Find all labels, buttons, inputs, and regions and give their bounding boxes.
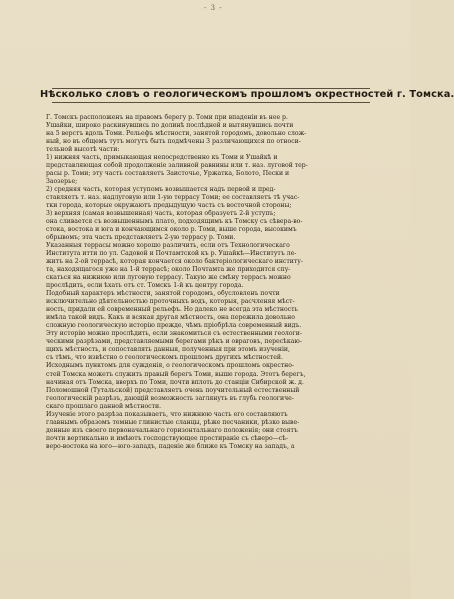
text-line: Исходнымъ пунктомъ для сужденiя, о геологическомъ прошломъ окрестно- bbox=[46, 362, 295, 370]
text-line: съ тѣмъ, что извѣстно о геологическомъ прошломъ другихъ мѣстностей. bbox=[46, 354, 283, 362]
text-line: стока, востока и юга и кончающимся около р. Томи, выше города, высокимъ bbox=[46, 226, 297, 234]
text-line: ный, но въ общемъ тутъ могутъ быть подмѣчены 3 различающихся по относи- bbox=[46, 138, 301, 146]
text-line: обрывомъ; эта часть представляетъ 2-ую террасу р. Томи. bbox=[46, 234, 236, 242]
text-line: житъ на 2-ой террасѣ, которая кончается около бактерiологическаго институ- bbox=[46, 258, 303, 266]
text-line: скаго прошлаго данной мѣстности. bbox=[46, 402, 162, 410]
text-line: почти вертикально и имѣютъ господствующее простиранiе съ сѣверо—сѣ- bbox=[46, 434, 289, 442]
text-line: щихъ мѣстность, и сопоставлять данныя, полученныя при этомъ изученiи, bbox=[46, 346, 290, 354]
text-line: исключительно дѣятельностью проточныхъ водъ, которыя, расчленяя мѣст- bbox=[46, 298, 295, 306]
text-line: Изученiе этого разрѣза показываетъ, что нижнюю часть его составляютъ bbox=[46, 410, 288, 418]
text-line: геологическiй разрѣзъ, дающiй возможность заглянуть въ глубь геологиче- bbox=[46, 394, 294, 402]
title-rule-bottom bbox=[52, 102, 370, 103]
text-line: прослѣдить, если ѣхать отъ ст. Томскъ 1-й къ центру города. bbox=[46, 282, 244, 290]
text-line: имѣла такой видъ. Какъ и всякая другая мѣстность, она пережила довольно bbox=[46, 314, 295, 322]
text-line: начиная отъ Томска, вверхъ по Томи, почти вплоть до станцiи Сибирской ж. д. bbox=[46, 378, 304, 386]
text-line: стей Томска можетъ служить правый берегъ Томи, выше города. Этотъ берегъ, bbox=[46, 370, 306, 378]
text-line: Института итти по ул. Садовой и Почтамтской къ р. Ушайкѣ—Институтъ ле- bbox=[46, 250, 297, 258]
text-line: Указанныя террасы можно хорошо различить, если отъ Технологическаго bbox=[46, 242, 290, 250]
text-line: Подобный характеръ мѣстности, занятой городомъ, обусловленъ почти bbox=[46, 290, 280, 298]
text-line: ность, придали ей современный рельефъ. Но далеко не всегда эта мѣстность bbox=[46, 306, 298, 314]
text-line: представляющая собой продолженiе заливной равнины или т. наз. луговой тер- bbox=[46, 162, 308, 170]
text-line: 1) нижняя часть, примыкающая непосредственно къ Томи и Ушайкѣ и bbox=[46, 154, 278, 162]
text-line: скаться на нижнюю или луговую террасу. Такую же смѣну террасъ можно bbox=[46, 274, 291, 282]
article-body bbox=[46, 114, 374, 451]
text-line: Эту исторiю можно прослѣдить, если знакомиться съ естественными геологи- bbox=[46, 330, 302, 338]
text-line: 3) верхняя (самая возвышенная) часть, которая образуетъ 2-й уступъ; bbox=[46, 210, 276, 218]
text-line: ставляетъ т. наз. надлуговую или 1-ую террасу Томи; ее составляетъ тѣ учас- bbox=[46, 194, 300, 202]
text-line: ческими разрѣзами, представляемыми берегами рѣкъ и овраговъ, пересѣкаю- bbox=[46, 338, 302, 346]
page-number: - 3 - bbox=[204, 4, 223, 12]
text-line: расы р. Томи; эту часть составляетъ Заисточье, Уржатка, Болото, Пески и bbox=[46, 170, 290, 178]
text-line: Поломошной (Тутальской) представляетъ очень поучительный естественный bbox=[46, 386, 300, 394]
text-line: денные изъ своего первоначальнаго горизонтальнаго положенiя; они стоятъ bbox=[46, 426, 298, 434]
text-line: она сливается съ возвышеннымъ плато, подходящимъ къ Томску съ сѣвера-во- bbox=[46, 218, 303, 226]
text-line: главнымъ образомъ темные глинистые сланцы, рѣже песчаники, рѣзко выве- bbox=[46, 418, 300, 426]
text-line: тки города, которые окружаютъ предыдущую часть съ восточной стороны; bbox=[46, 202, 292, 210]
text-line: веро-востока на юго—юго-западъ, паденiе же ближе къ Томску на западъ, а bbox=[46, 442, 295, 450]
text-line: сложную геологическую исторiю прежде, чѣмъ прiобрѣла современный видъ. bbox=[46, 322, 302, 330]
text-line: на 5 верстъ вдоль Томи. Рельефъ мѣстности, занятой городомъ, довольно слож- bbox=[46, 130, 307, 138]
text-line: Заозерье; bbox=[46, 178, 78, 186]
text-line: 2) средняя часть, которая уступомъ возвышается надъ первой и пред- bbox=[46, 186, 276, 194]
text-line: та, находящагося уже на 1-й террасѣ; около Почтамта же приходится спу- bbox=[46, 266, 291, 274]
text-line: тельной высотѣ части: bbox=[46, 146, 120, 154]
article-title: Нѣсколько словъ о геологическомъ прошломъ окрестностей г. Томска. bbox=[40, 89, 454, 100]
text-line: Г. Томскъ расположенъ на правомъ берегу р. Томи при впаденiи въ нее р. bbox=[46, 114, 288, 121]
text-line: Ушайки, широко раскинувшись по долинѣ послѣдней и вытянувшись почти bbox=[46, 122, 294, 130]
